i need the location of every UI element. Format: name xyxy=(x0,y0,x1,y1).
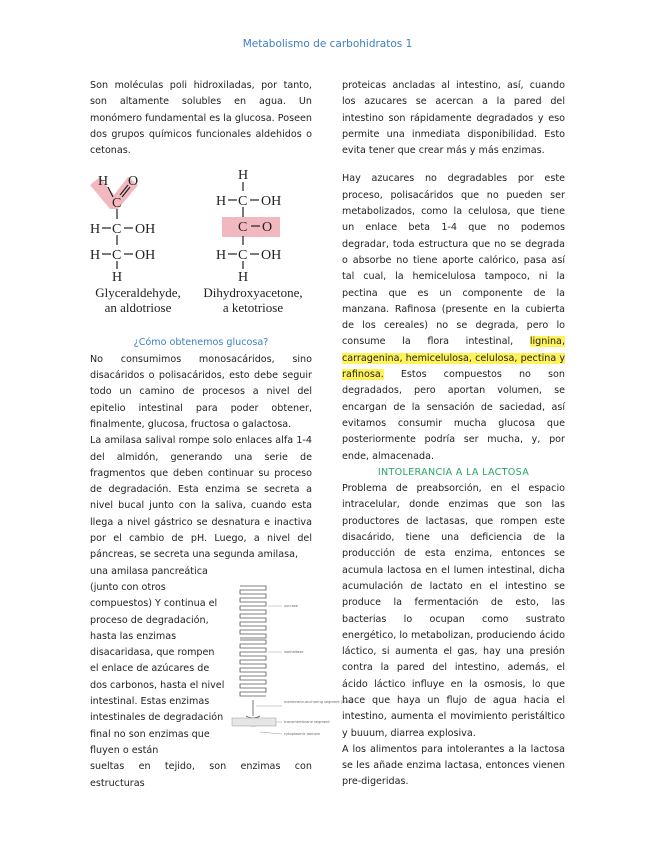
non-degradable-text: Hay azucares no degradables por este proceso, polisacáridos que no pueden ser metabolizados, como la celulosa, que tiene un enlace beta 1-4 que no podemos degradar, toda estructura que no se degrada o absorbe no tiene aporte calórico, pasa así tal cual, la hemicelulosa tampoco, ni la pectina que es un componente de la manzana. Rafinosa (presente en la cubierta de los cereales) no se degrada, pero lo consume la flora intestinal, xyxy=(342,173,565,348)
anchored-enzymes-paragraph: proteicas ancladas al intestino, así, cuando los azucares se acercan a la pared del intestino son rápidamente degradados y eso permite una inmediata disponibilidad. Esto evita tener que crear más y más enzimas. xyxy=(342,80,565,157)
glyc-atom: H xyxy=(90,222,101,238)
glyc-atom: C xyxy=(112,248,122,264)
dhap-atom: C xyxy=(238,220,248,236)
digestion-paragraph: No consumimos monosacáridos, sino disacáridos o polisacáridos, esto debe seguir todo un camino de procesos a nivel del epitelio intestinal para poder obtener, finalmente, glucosa, fructosa o galactosa. xyxy=(90,353,312,430)
glyc-atom: H xyxy=(98,174,109,190)
dhap-atom: H xyxy=(216,194,227,210)
page-header: Metabolismo de carbohidratos 1 xyxy=(242,38,413,50)
dhap-atom: OH xyxy=(261,194,282,210)
non-degradable-text-end: Estos compuestos no son degradados, pero aportan volumen, se encargan de la sensación de saciedad, así evitamos consumir mucha glucosa que posteriormente podría ser mucha, y, por ende, almacenada. xyxy=(342,369,565,462)
dhap-atom: C xyxy=(238,194,248,210)
question-heading: ¿Cómo obtenemos glucosa? xyxy=(133,337,269,349)
figure-label: cytoplasmic domain xyxy=(284,732,321,736)
dihydroxyacetone-caption xyxy=(194,285,312,315)
caption-line: an aldotriose xyxy=(104,300,172,316)
figure-label: isomaltase xyxy=(284,650,304,654)
lactase-paragraph: A los alimentos para intolerantes a la lactosa se les añade enzima lactasa, entonces vienen pre-digeridas. xyxy=(342,743,565,788)
dhap-atom: OH xyxy=(261,248,282,264)
glyc-atom: OH xyxy=(135,222,156,238)
glyceraldehyde-caption xyxy=(88,285,188,315)
amylase-paragraph-end: sueltas en tejido, son enzimas con estructuras xyxy=(90,761,312,789)
figure-label: membrane-anchoring segment (stalk) xyxy=(284,700,353,704)
figure-label: transmembrane segment xyxy=(284,720,330,724)
glyc-atom: C xyxy=(112,222,122,238)
figure-label: sucrase xyxy=(284,604,298,608)
dhap-atom: H xyxy=(216,248,227,264)
glyc-atom: H xyxy=(90,248,101,264)
amylase-paragraph: La amilasa salival rompe solo enlaces alfa 1-4 del almidón, generando una serie de fragmentos que deben continuar su proceso de degradación. Esta enzima se secreta a nivel bucal junto con la saliva, cuando esta llega a nivel gástrico se desnatura e inactiva por el cambio de pH. Luego, a nivel del páncreas, se secreta una segunda amilasa, xyxy=(90,435,312,561)
caption-line: Dihydroxyacetone, xyxy=(203,285,303,301)
caption-line: a ketotriose xyxy=(222,300,284,316)
fiber-list-highlight: lignina, carragenina, hemicelulosa, celulosa, pectina y rafinosa. xyxy=(342,336,565,381)
glyc-atom: C xyxy=(112,196,122,212)
dhap-atom: H xyxy=(238,270,249,286)
glyc-atom: O xyxy=(128,174,139,190)
glyc-atom: OH xyxy=(135,248,156,264)
triose-structures xyxy=(88,165,312,286)
right-column xyxy=(342,78,565,791)
caption-line: Glyceraldehyde, xyxy=(95,285,181,301)
lactose-section-title: INTOLERANCIA A LA LACTOSA xyxy=(377,466,530,478)
glyc-atom: H xyxy=(112,270,123,286)
dhap-atom: H xyxy=(238,168,249,184)
lactose-paragraph: Problema de preabsorción, en el espacio intracelular, donde enzimas que son las productores de lactasas, que rompen este disacárido, tiene una deficiencia de la producción de esta enzima, entonces se acumula lactosa en el lumen intestinal, dicha acumulación de lactato en el intestino se produce la fermentación de esto, las bacterias lo ocupan como sustrato energético, lo metabolizan, produciendo ácido láctico, si aumenta el gas, hay una presión contra la pared del intestino, además, el ácido láctico influye en la osmosis, lo que hace que haya un flujo de agua hacia el intestino, aumenta el movimiento peristáltico y buuum, diarrea explosiva. xyxy=(342,483,565,739)
intro-paragraph: Son moléculas poli hidroxiladas, por tanto, son altamente solubles en agua. Un monómero fundamental es la glucosa. Poseen dos grupos químicos funcionales aldehidos o cetonas. xyxy=(90,80,312,157)
dhap-atom: C xyxy=(238,248,248,264)
membrane-enzyme-figure xyxy=(232,582,353,744)
amylase-float-text: una amilasa pancreática (junto con otros compuestos) Y continua el proceso de degradación, hasta las enzimas disacaridasa, que rompen el enlace de azúcares de dos carbonos, hasta el nivel intestinal. Estas enzimas intestinales de degradación final no son enzimas que fluyen o están xyxy=(90,565,225,756)
dhap-atom: O xyxy=(262,220,273,236)
triose-figure xyxy=(88,165,312,333)
non-degradable-paragraph xyxy=(342,171,565,464)
